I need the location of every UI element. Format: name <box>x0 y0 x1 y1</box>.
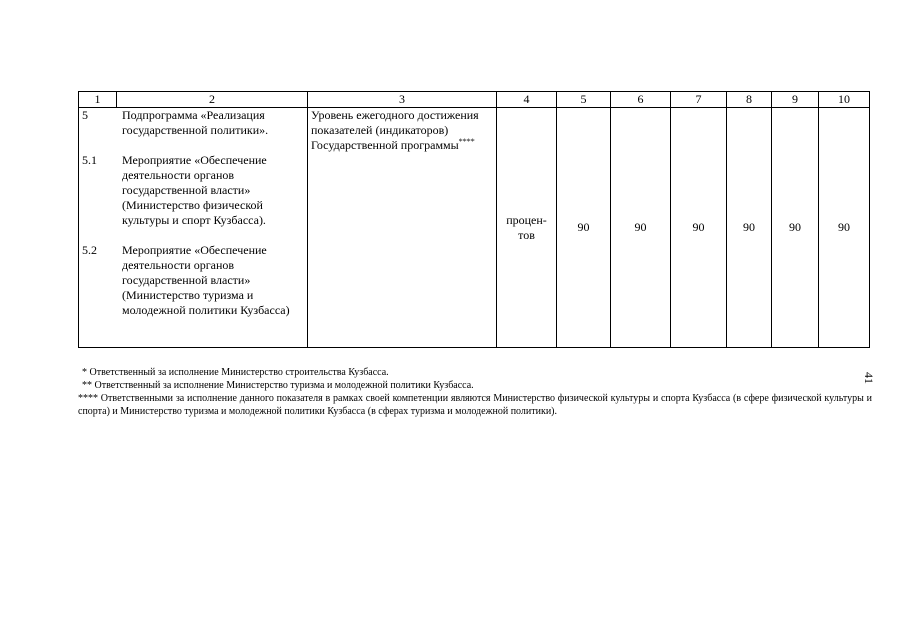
item-code: 5.2 <box>82 243 97 257</box>
item-text: Мероприятие «Обеспечение деятельности органов государственной власти» (Министерство туризма и молодежной политики Кузбасса) <box>122 243 290 317</box>
header-cell: 1 <box>79 92 117 108</box>
value-cell: 90 <box>557 108 611 348</box>
indicator-text: Уровень ежегодного достижения показателей (индикаторов) Государственной программы <box>311 108 479 152</box>
indicator-table <box>78 91 870 348</box>
footnotes <box>78 366 872 418</box>
header-cell: 10 <box>819 92 870 108</box>
header-cell: 9 <box>772 92 819 108</box>
header-cell: 8 <box>727 92 772 108</box>
list-item <box>79 153 307 228</box>
value-cell: 90 <box>671 108 727 348</box>
page-number: 41 <box>862 372 876 384</box>
table-header-row <box>79 92 870 108</box>
list-item <box>79 243 307 318</box>
item-text: Подпрограмма «Реализация государственной политики». <box>122 108 269 137</box>
item-code: 5.1 <box>82 153 97 167</box>
footnote: **** Ответственными за исполнение данного показателя в рамках своей компетенции являются Министерство физической культуры и спорта Кузбасса (в сфере физической культуры и спорта) и Министерство туризма и молодежной политики Кузбасса (в сферах туризма и молодежной политики). <box>78 393 872 417</box>
value-cell: 90 <box>819 108 870 348</box>
unit-line: тов <box>518 227 535 242</box>
program-items-cell <box>79 108 308 348</box>
header-cell: 2 <box>117 92 308 108</box>
unit-line: процен- <box>506 212 547 227</box>
item-code: 5 <box>82 108 88 122</box>
value-cell: 90 <box>611 108 671 348</box>
header-cell: 7 <box>671 92 727 108</box>
unit-cell <box>497 108 557 348</box>
header-cell: 5 <box>557 92 611 108</box>
header-cell: 4 <box>497 92 557 108</box>
footnote: ** Ответственный за исполнение Министерство туризма и молодежной политики Кузбасса. <box>82 380 474 391</box>
value-cell: 90 <box>772 108 819 348</box>
indicator-cell <box>308 108 497 348</box>
header-cell: 6 <box>611 92 671 108</box>
value-cell: 90 <box>727 108 772 348</box>
list-item <box>79 108 307 138</box>
footnote: * Ответственный за исполнение Министерство строительства Кузбасса. <box>82 367 389 378</box>
header-cell: 3 <box>308 92 497 108</box>
indicator-footnote-mark: **** <box>458 137 475 146</box>
table-row <box>79 108 870 348</box>
item-text: Мероприятие «Обеспечение деятельности органов государственной власти» (Министерство физической культуры и спорт Кузбасса). <box>122 153 267 227</box>
